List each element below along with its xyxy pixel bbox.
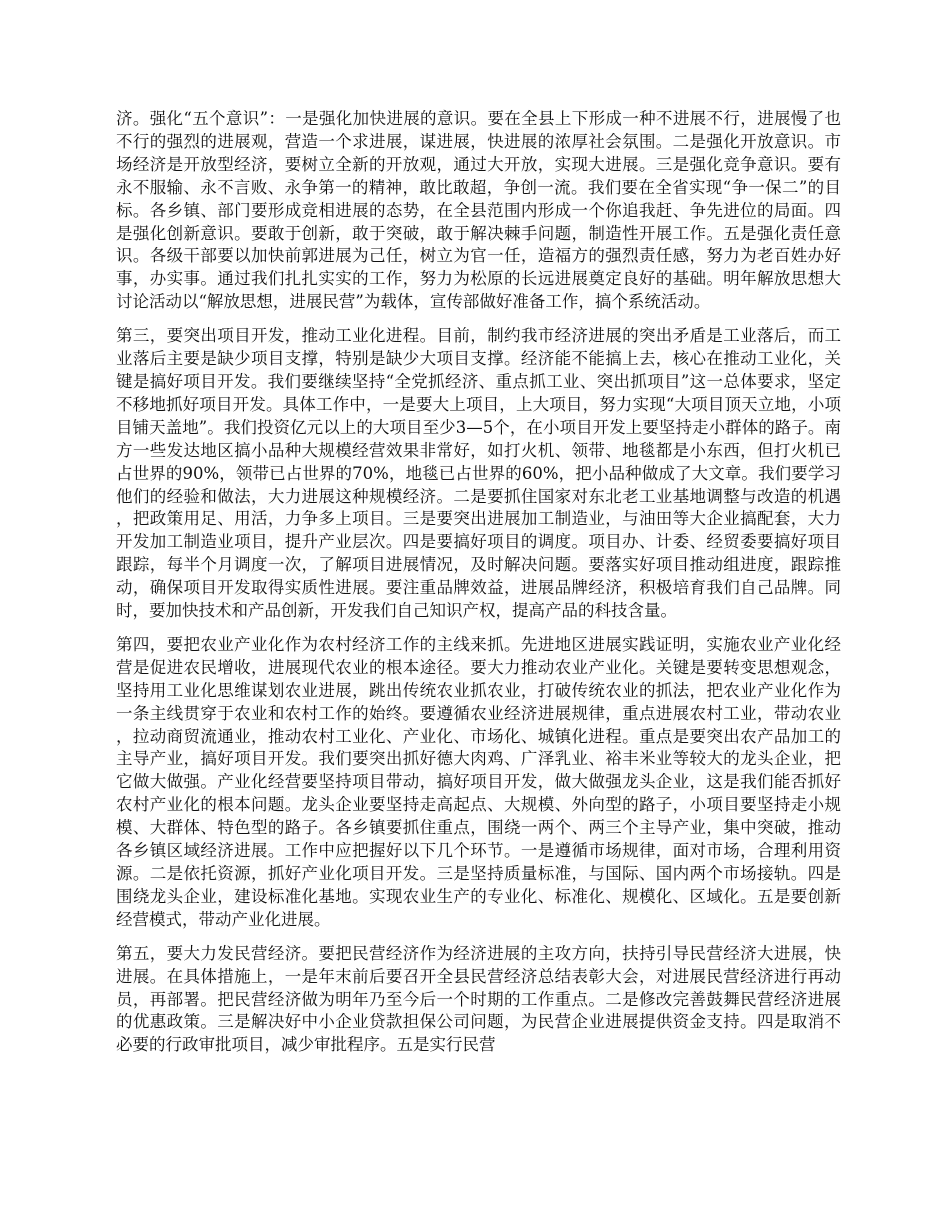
document-body — [116, 108, 841, 1068]
paragraph-2: 第三，要突出项目开发，推动工业化进程。目前，制约我市经济进展的突出矛盾是工业落后，而工业落后主要是缺少项目支撑，特别是缺少大项目支撑。经济能不能搞上去，核心在推动工业化，关键是搞好项目开发。我们要继续坚持“全党抓经济、重点抓工业、突出抓项目”这一总体要求，坚定不移地抓好项目开发。具体工作中，一是要大上项目，上大项目，努力实现“大项目顶天立地，小项目铺天盖地”。我们投资亿元以上的大项目至少3—5个，在小项目开发上要坚持走小群体的路子。南方一些发达地区搞小品种大规模经营效果非常好，如打火机、领带、地毯都是小东西，但打火机已占世界的90%，领带已占世界的70%，地毯已占世界的60%，把小品种做成了大文章。我们要学习他们的经验和做法，大力进展这种规模经济。二是要抓住国家对东北老工业基地调整与改造的机遇，把政策用足、用活，力争多上项目。三是要突出进展加工制造业，与油田等大企业搞配套，大力开发加工制造业项目，提升产业层次。四是要搞好项目的调度。项目办、计委、经贸委要搞好项目跟踪，每半个月调度一次，了解项目进展情况，及时解决问题。要落实好项目推动组进度，跟踪推动，确保项目开发取得实质性进展。要注重品牌效益，进展品牌经济，积极培育我们自己品牌。同时，要加快技术和产品创新，开发我们自己知识产权，提高产品的科技含量。 — [116, 326, 841, 621]
paragraph-4: 第五，要大力发民营经济。要把民营经济作为经济进展的主攻方向，扶持引导民营经济大进展，快进展。在具体措施上，一是年末前后要召开全县民营经济总结表彰大会，对进展民营经济进行再动员，再部署。把民营经济做为明年乃至今后一个时期的工作重点。二是修改完善鼓舞民营经济进展的优惠政策。三是解决好中小企业贷款担保公司问题，为民营企业进展提供资金支持。四是取消不必要的行政审批项目，减少审批程序。五是实行民营 — [116, 943, 841, 1055]
paragraph-3: 第四，要把农业产业化作为农村经济工作的主线来抓。先进地区进展实践证明，实施农业产业化经营是促进农民增收，进展现代农业的根本途径。要大力推动农业产业化。关键是要转变思想观念，坚持用工业化思维谋划农业进展，跳出传统农业抓农业，打破传统农业的抓法，把农业产业化作为一条主线贯穿于农业和农村工作的始终。要遵循农业经济进展规律，重点进展农村工业，带动农业，拉动商贸流通业，推动农村工业化、产业化、市场化、城镇化进程。重点是要突出农产品加工的主导产业，搞好项目开发。我们要突出抓好德大肉鸡、广泽乳业、裕丰米业等较大的龙头企业，把它做大做强。产业化经营要坚持项目带动，搞好项目开发，做大做强龙头企业，这是我们能否抓好农村产业化的根本问题。龙头企业要坚持走高起点、大规模、外向型的路子，小项目要坚持走小规模、大群体、特色型的路子。各乡镇要抓住重点，围绕一两个、两三个主导产业，集中突破，推动各乡镇区域经济进展。工作中应把握好以下几个环节。一是遵循市场规律，面对市场，合理利用资源。二是依托资源，抓好产业化项目开发。三是坚持质量标准，与国际、国内两个市场接轨。四是围绕龙头企业，建设标准化基地。实现农业生产的专业化、标准化、规模化、区域化。五是要创新经营模式，带动产业化进展。 — [116, 634, 841, 929]
paragraph-1: 济。强化“五个意识”：一是强化加快进展的意识。要在全县上下形成一种不进展不行，进展慢了也不行的强烈的进展观，营造一个求进展，谋进展，快进展的浓厚社会氛围。二是强化开放意识。市场经济是开放型经济，要树立全新的开放观，通过大开放，实现大进展。三是强化竞争意识。要有永不服输、永不言败、永争第一的精神，敢比敢超，争创一流。我们要在全省实现“争一保二”的目标。各乡镇、部门要形成竞相进展的态势，在全县范围内形成一个你追我赶、争先进位的局面。四是强化创新意识。要敢于创新，敢于突破，敢于解决棘手问题，制造性开展工作。五是强化责任意识。各级干部要以加快前郭进展为己任，树立为官一任，造福方的强烈责任感，努力为老百姓办好事，办实事。通过我们扎扎实实的工作，努力为松原的长远进展奠定良好的基础。明年解放思想大讨论活动以“解放思想，进展民营”为载体，宣传部做好准备工作，搞个系统活动。 — [116, 109, 841, 312]
